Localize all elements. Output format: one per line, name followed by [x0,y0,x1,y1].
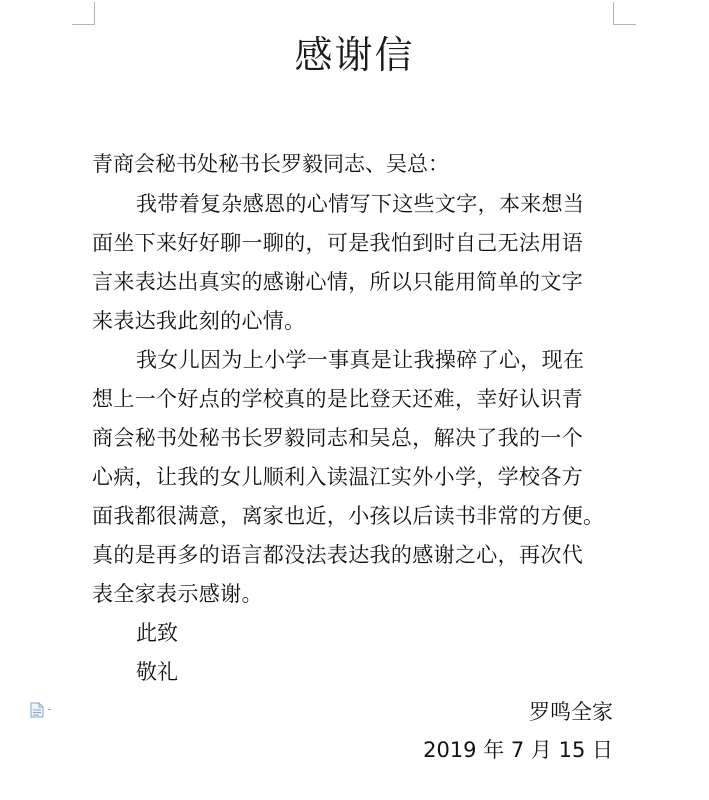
paragraph-2-line-3: 商会秘书处秘书长罗毅同志和吴总，解决了我的一个 [92,426,584,450]
paragraph-2-line-4: 心病，让我的女儿顺利入读温江实外小学，学校各方 [92,465,584,489]
letter-salutation: 青商会秘书处秘书长罗毅同志、吴总： [92,152,449,176]
crop-mark-top-right-icon [613,2,636,25]
crop-mark-top-left-icon [72,2,95,25]
paragraph-2-line-5: 面我都很满意，离家也近，小孩以后读书非常的方便。 [92,504,605,528]
paragraph-1-line-1: 我带着复杂感恩的心情写下这些文字，本来想当 [136,192,585,216]
letter-title: 感谢信 [294,33,415,77]
paragraph-1-line-2: 面坐下来好好聊一聊的，可是我怕到时自己无法用语 [92,231,584,255]
document-icon-glyph [30,702,44,718]
paragraph-1-line-3: 言来表达出真实的感谢心情，所以只能用简单的文字 [92,270,584,294]
paragraph-2-line-1: 我女儿因为上小学一事真是让我操碎了心，现在 [136,348,585,372]
document-icon-dash [48,709,51,710]
closing-cizhi: 此致 [136,621,178,645]
paragraph-2-line-2: 想上一个好点的学校真的是比登天还难，幸好认识青 [92,387,584,411]
closing-jingli: 敬礼 [136,660,178,684]
paragraph-1-line-4: 来表达我此刻的心情。 [92,309,306,333]
paragraph-2-line-6: 真的是再多的语言都没法表达我的感谢之心，再次代 [92,543,584,567]
letter-signer: 罗鸣全家 [529,700,613,724]
document-icon[interactable] [30,702,44,718]
paragraph-2-line-7: 表全家表示感谢。 [92,582,263,606]
letter-date: 2019 年 7 月 15 日 [423,738,613,762]
